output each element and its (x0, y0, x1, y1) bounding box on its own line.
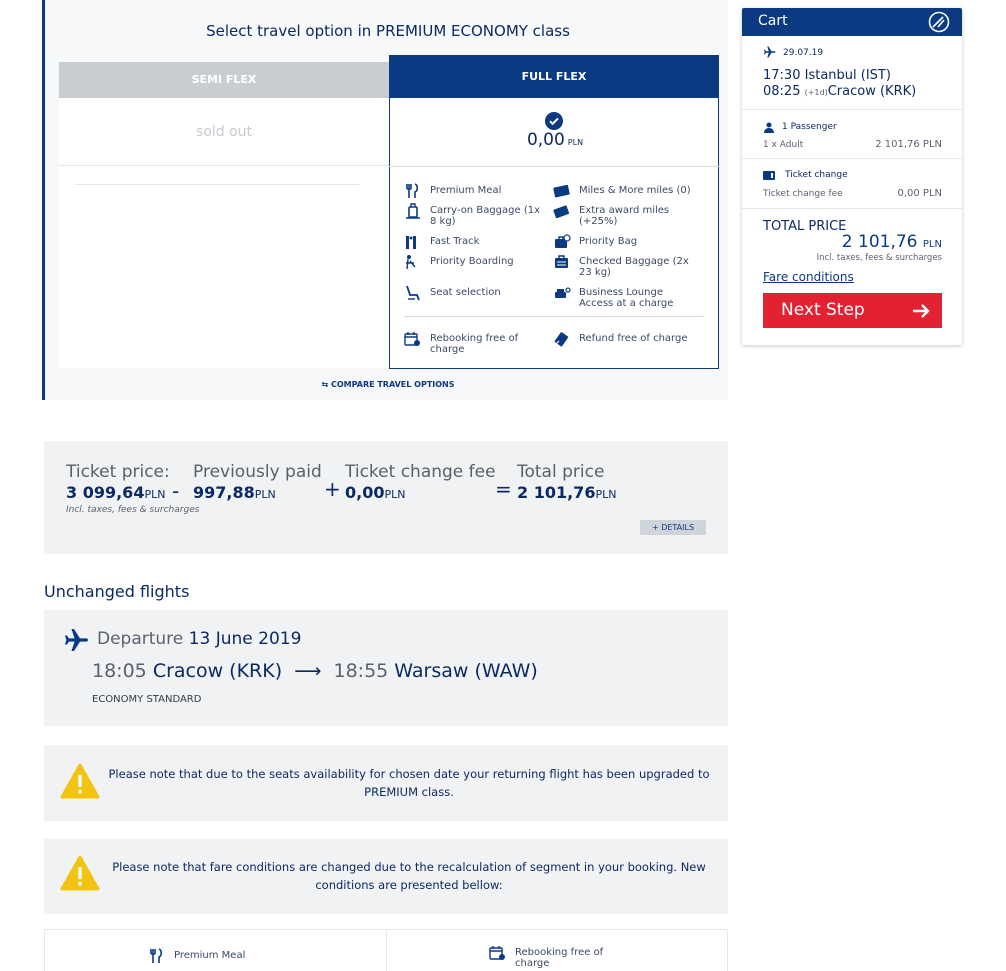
tab-full-flex[interactable]: FULL FLEX (389, 55, 719, 99)
minus-operator: - (172, 479, 180, 503)
divider (404, 316, 704, 317)
unchanged-flight-card (44, 610, 728, 726)
miles-card-icon (553, 183, 571, 199)
rebooking-icon (404, 331, 422, 347)
taxes-note: Incl. taxes, fees & surcharges (66, 505, 200, 515)
full-flex-column[interactable]: 0,00 PLN Premium Meal Miles & More miles (0) Carry-on Baggage (1x 8 kg) Extra award miles (+25%) Fast Track Priority Bag Priority Boarding Checked Baggage (2x 23 kg) Seat selection Business Lounge Access at a charge Rebooking free of charge Refund free of charge (389, 98, 719, 369)
fare-conditions-notice: Please note that fare conditions are changed due to the recalculation of segment in your booking. New conditions are presented bellow: (44, 839, 728, 914)
ticket-change-fee-value: 0,00 PLN (897, 188, 942, 199)
cart-arrival: 08:25 (+1d)Cracow (KRK) (763, 84, 917, 99)
previously-paid-label: Previously paid (193, 462, 322, 482)
price-value: 0,00 (526, 130, 565, 150)
divider (742, 158, 962, 159)
selected-check-icon (545, 112, 563, 130)
sold-out-label: sold out (195, 124, 252, 140)
airline-logo-icon (928, 11, 950, 33)
previously-paid-value: 997,88PLN (193, 483, 276, 502)
total-price-value: 2 101,76PLN (517, 483, 617, 502)
route-arrow-icon: ⟶ (294, 660, 322, 682)
fast-track-icon (404, 234, 422, 250)
divider (386, 930, 387, 971)
next-step-button[interactable] (763, 293, 942, 328)
total-price-value: 2 101,76 PLN (841, 232, 942, 252)
plane-icon (763, 46, 777, 58)
change-fee-value: 0,00PLN (345, 483, 406, 502)
rebooking-icon (489, 945, 507, 961)
divider (742, 109, 962, 110)
next-step-label: Next Step (781, 300, 865, 320)
route-line: 18:05 Cracow (KRK) ⟶ 18:55 Warsaw (WAW) (92, 660, 538, 682)
taxes-note: Incl. taxes, fees & surcharges (816, 253, 942, 263)
fare-conditions-link[interactable]: Fare conditions (763, 270, 854, 284)
departure-line: Departure 13 June 2019 (97, 629, 302, 649)
tab-semi-flex[interactable]: SEMI FLEX (59, 62, 389, 98)
ticket-icon (763, 171, 775, 180)
meal-icon (404, 183, 422, 199)
ticket-change-fee-label: Ticket change fee (763, 189, 843, 199)
unchanged-flights-title: Unchanged flights (44, 582, 190, 601)
fare-options-panel (42, 0, 728, 400)
ticket-price-value: 3 099,64PLN (66, 483, 166, 502)
compare-travel-options-link[interactable]: ⇆ COMPARE TRAVEL OPTIONS (321, 380, 455, 389)
priority-bag-icon (553, 234, 571, 250)
divider (59, 165, 389, 166)
ticket-price-label: Ticket price: (66, 462, 170, 482)
checked-baggage-icon (553, 254, 571, 270)
carry-on-baggage-icon (404, 203, 422, 219)
cart-panel (742, 8, 962, 345)
cart-departure: 17:30 Istanbul (IST) (763, 68, 891, 83)
seat-icon (404, 285, 422, 301)
equals-operator: = (495, 477, 512, 501)
meal-icon (148, 948, 166, 964)
priority-boarding-icon (404, 254, 422, 270)
adult-label: 1 x Adult (763, 140, 804, 150)
compare-icon: ⇆ (321, 380, 331, 389)
adult-price: 2 101,76 PLN (875, 139, 942, 150)
plane-icon (64, 627, 90, 653)
cart-title: Cart (758, 13, 788, 29)
total-price-label: Total price (517, 462, 605, 482)
divider (742, 208, 962, 209)
passenger-icon (763, 122, 775, 133)
warning-icon (60, 855, 100, 891)
arrow-right-icon (912, 303, 930, 319)
total-price-label: TOTAL PRICE (763, 219, 847, 234)
divider (389, 166, 719, 167)
warning-icon (60, 763, 100, 799)
passenger-count: 1 Passenger (782, 122, 837, 132)
fare-options-heading: Select travel option in PREMIUM ECONOMY class (206, 22, 570, 40)
plus-operator: + (324, 477, 341, 501)
new-conditions-table: Premium Meal Rebooking free of charge (44, 929, 728, 971)
ticket-change-label: Ticket change (785, 170, 848, 180)
cart-flight-date: 29.07.19 (783, 48, 824, 58)
refund-icon (553, 331, 571, 347)
upgrade-notice: Please note that due to the seats availability for chosen date your returning flight has been upgraded to PREMIUM class. (44, 745, 728, 821)
details-button[interactable]: + DETAILS (640, 520, 706, 535)
full-flex-price (390, 130, 720, 150)
cabin-class: ECONOMY STANDARD (92, 694, 202, 705)
divider (75, 184, 359, 185)
lounge-icon (553, 285, 571, 301)
change-fee-label: Ticket change fee (345, 462, 496, 482)
cart-header (742, 8, 962, 36)
award-miles-icon (553, 203, 571, 219)
price-summary (44, 441, 728, 554)
price-currency: PLN (567, 138, 584, 147)
semi-flex-column (59, 98, 389, 368)
